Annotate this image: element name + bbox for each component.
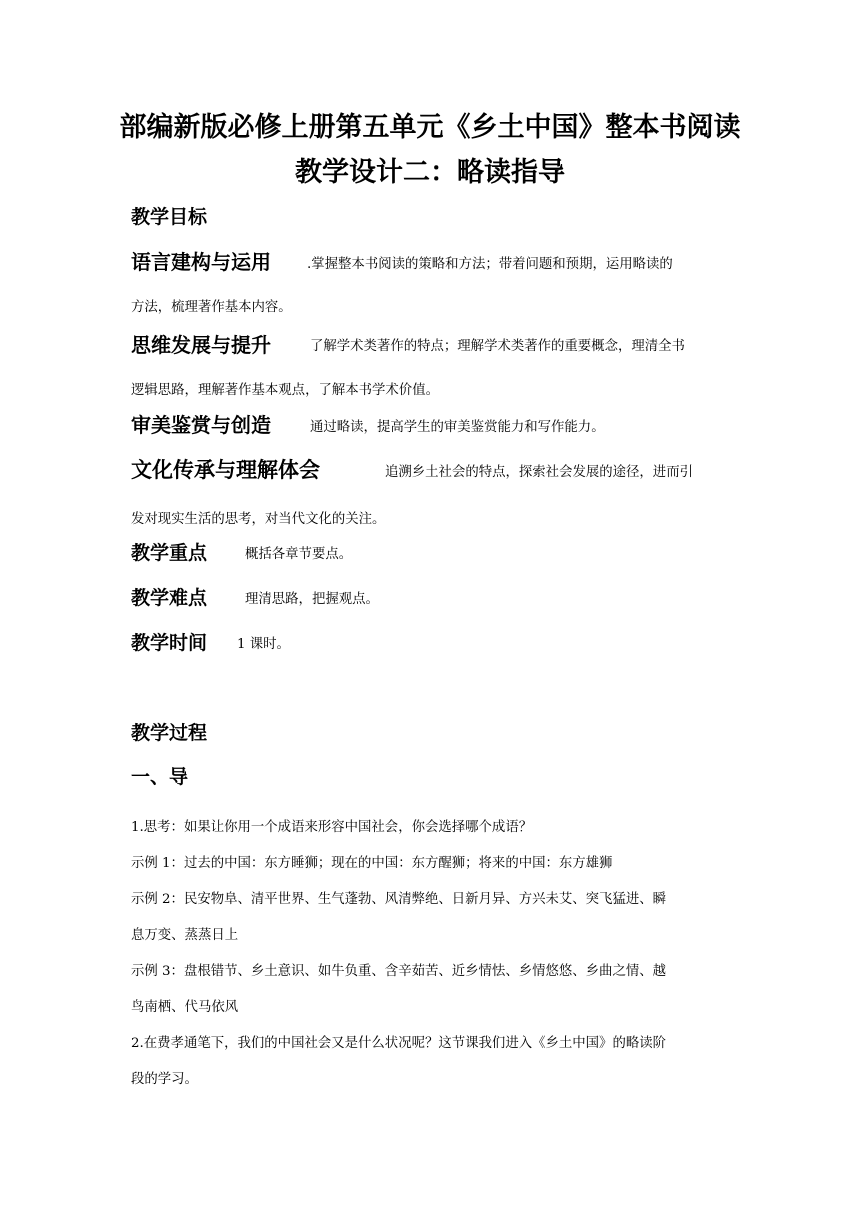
- objective-text-language-line1: .掌握整本书阅读的策略和方法；带着问题和预期，运用略读的: [307, 257, 673, 272]
- time-label: 教学时间: [131, 632, 208, 654]
- process-line: 2.在费孝通笔下，我们的中国社会又是什么状况呢？这节课我们进入《乡土中国》的略读阶: [131, 1036, 667, 1051]
- process-line: 鸟南栖、代马依风: [131, 1000, 239, 1015]
- process-line: 示例 3：盘根错节、乡土意识、如牛负重、含辛茹苦、近乡情怯、乡情悠悠、乡曲之情、越: [131, 964, 667, 979]
- difficulty-text: 理清思路，把握观点。: [245, 592, 379, 607]
- objective-label-aesthetic: 审美鉴赏与创造: [131, 413, 271, 437]
- section-one-heading: 一、导: [131, 766, 189, 788]
- objective-label-thinking: 思维发展与提升: [131, 333, 271, 357]
- process-line: 段的学习。: [131, 1072, 198, 1087]
- objective-text-thinking-line1: 了解学术类著作的特点；理解学术类著作的重要概念，理清全书: [310, 339, 685, 354]
- objectives-heading: 教学目标: [131, 206, 208, 228]
- document-title-line2: 教学设计二：略读指导: [295, 157, 565, 188]
- process-line: 1.思考：如果让你用一个成语来形容中国社会，你会选择哪个成语？: [131, 820, 533, 835]
- objective-text-culture-line2: 发对现实生活的思考，对当代文化的关注。: [131, 512, 386, 527]
- objective-text-thinking-line2: 逻辑思路，理解著作基本观点，了解本书学术价值。: [131, 383, 439, 398]
- objective-text-aesthetic-line1: 通过略读，提高学生的审美鉴赏能力和写作能力。: [310, 420, 605, 435]
- difficulty-label: 教学难点: [131, 587, 208, 609]
- time-text: 1 课时。: [237, 637, 290, 652]
- objective-text-language-line2: 方法，梳理著作基本内容。: [131, 300, 292, 315]
- key-point-label: 教学重点: [131, 542, 208, 564]
- key-point-text: 概括各章节要点。: [245, 547, 353, 562]
- process-line: 示例 1：过去的中国：东方睡狮；现在的中国：东方醒狮；将来的中国：东方雄狮: [131, 856, 613, 871]
- document-title-line1: 部编新版必修上册第五单元《乡土中国》整本书阅读: [119, 112, 741, 143]
- objective-label-language: 语言建构与运用: [131, 250, 271, 274]
- objective-label-culture: 文化传承与理解体会: [131, 458, 320, 482]
- process-heading: 教学过程: [131, 722, 208, 744]
- process-line: 息万变、蒸蒸日上: [131, 928, 239, 943]
- process-line: 示例 2：民安物阜、清平世界、生气蓬勃、风清弊绝、日新月异、方兴未艾、突飞猛进、瞬: [131, 892, 667, 907]
- objective-text-culture-line1: 追溯乡土社会的特点，探索社会发展的途径，进而引: [385, 465, 693, 480]
